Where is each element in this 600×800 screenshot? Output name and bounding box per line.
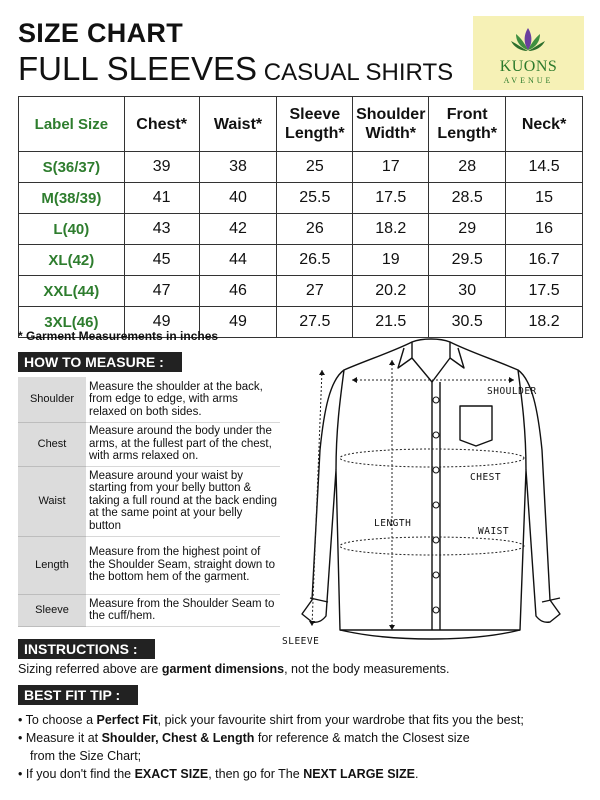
logo-brand: KUONS <box>499 58 558 75</box>
measure-row <box>18 422 280 466</box>
header-front-l2: Length* <box>437 125 497 142</box>
header-shoulder <box>353 97 429 152</box>
cell-waist: 42 <box>199 214 277 245</box>
cell-neck: 17.5 <box>506 276 583 307</box>
best-fit-tips <box>18 711 524 783</box>
shirt-collar <box>412 339 450 382</box>
measure-row <box>18 536 280 594</box>
cell-chest: 47 <box>124 276 199 307</box>
measure-key: Shoulder <box>18 377 86 422</box>
size-chart-table <box>18 96 583 338</box>
header-neck: Neck* <box>506 97 583 152</box>
cell-neck: 14.5 <box>506 152 583 183</box>
tip-text: Measure it at <box>25 731 102 745</box>
tip-bold: EXACT SIZE <box>134 767 209 781</box>
cell-sleeve: 26.5 <box>277 245 353 276</box>
table-row <box>19 152 583 183</box>
cell-waist: 40 <box>199 183 277 214</box>
cell-front: 30 <box>429 276 506 307</box>
label-waist: WAIST <box>478 526 510 537</box>
cell-neck: 16 <box>506 214 583 245</box>
cell-waist: 44 <box>199 245 277 276</box>
instructions-bold: garment dimensions <box>161 662 285 676</box>
table-row <box>19 276 583 307</box>
cell-chest: 49 <box>124 307 199 338</box>
cell-front: 29 <box>429 214 506 245</box>
header-sleeve-l1: Sleeve <box>289 106 341 123</box>
measure-row <box>18 466 280 536</box>
tip-bold: Shoulder, Chest & Length <box>101 731 255 745</box>
table-row <box>19 214 583 245</box>
brand-logo <box>473 16 584 90</box>
cell-neck: 18.2 <box>506 307 583 338</box>
cell-label: XXL(44) <box>19 276 125 307</box>
header-label-size: Label Size <box>19 97 125 152</box>
cell-waist: 38 <box>199 152 277 183</box>
label-length: LENGTH <box>374 518 412 529</box>
tip-bold: Perfect Fit <box>96 713 158 727</box>
table-row <box>19 245 583 276</box>
tip-text: , then go for The <box>208 767 304 781</box>
instructions-pre: Sizing referred above are <box>18 662 162 676</box>
best-fit-heading: BEST FIT TIP : <box>18 685 138 705</box>
measure-desc: Measure around your waist by starting from your belly button & taking a full round at the back ending at the same point at your belly button <box>86 466 280 536</box>
cell-neck: 15 <box>506 183 583 214</box>
label-chest: CHEST <box>470 472 502 483</box>
label-sleeve: SLEEVE <box>282 636 320 647</box>
measurement-note: * Garment Measurements in inches <box>18 329 219 343</box>
page-title: SIZE CHART <box>18 18 183 48</box>
cell-sleeve: 26 <box>277 214 353 245</box>
cell-chest: 41 <box>124 183 199 214</box>
how-to-measure-heading: HOW TO MEASURE : <box>18 352 182 372</box>
sleeve-measure-line <box>312 370 322 626</box>
cell-shoulder: 17 <box>353 152 429 183</box>
lotus-icon <box>510 24 546 58</box>
cell-label: S(36/37) <box>19 152 125 183</box>
instructions-text <box>18 662 449 676</box>
tip-text: If you don't find the <box>25 767 135 781</box>
cell-chest: 43 <box>124 214 199 245</box>
cell-front: 28 <box>429 152 506 183</box>
header-waist: Waist* <box>199 97 277 152</box>
measure-row <box>18 594 280 626</box>
cell-shoulder: 21.5 <box>353 307 429 338</box>
tip-item: • If you don't find the EXACT SIZE, then go for The NEXT LARGE SIZE. <box>18 767 419 781</box>
tip-text: for reference & match the Closest size <box>254 731 470 745</box>
cell-label: XL(42) <box>19 245 125 276</box>
cell-front: 30.5 <box>429 307 506 338</box>
cell-shoulder: 17.5 <box>353 183 429 214</box>
header-sleeve <box>277 97 353 152</box>
measure-key: Length <box>18 536 86 594</box>
header-shoulder-l1: Shoulder <box>356 106 426 123</box>
cell-front: 28.5 <box>429 183 506 214</box>
cell-front: 29.5 <box>429 245 506 276</box>
cell-chest: 45 <box>124 245 199 276</box>
tip-item-cont <box>18 747 524 765</box>
tip-item: • To choose a Perfect Fit, pick your favourite shirt from your wardrobe that fits you the best; <box>18 713 524 727</box>
cell-shoulder: 18.2 <box>353 214 429 245</box>
instructions-post: , not the body measurements. <box>284 662 450 676</box>
measure-desc: Measure from the Shoulder Seam to the cuff/hem. <box>86 594 280 626</box>
shirt-diagram <box>282 330 587 650</box>
table-row <box>19 183 583 214</box>
instructions-heading: INSTRUCTIONS : <box>18 639 155 659</box>
measure-row <box>18 377 280 422</box>
table-header-row <box>19 97 583 152</box>
measure-desc: Measure around the body under the arms, at the fullest part of the chest, with arms relaxed on. <box>86 422 280 466</box>
tip-text: . <box>415 767 419 781</box>
tip-text: , pick your favourite shirt from your wardrobe that fits you the best; <box>157 713 524 727</box>
cell-sleeve: 27 <box>277 276 353 307</box>
measure-desc: Measure the shoulder at the back, from edge to edge, with arms relaxed on both sides. <box>86 377 280 422</box>
cell-sleeve: 25.5 <box>277 183 353 214</box>
header-shoulder-l2: Width* <box>365 125 417 142</box>
measure-key: Sleeve <box>18 594 86 626</box>
subtitle-main: FULL SLEEVES <box>18 50 258 87</box>
header-chest: Chest* <box>124 97 199 152</box>
cell-waist: 46 <box>199 276 277 307</box>
header-front <box>429 97 506 152</box>
cell-label: M(38/39) <box>19 183 125 214</box>
cell-sleeve: 25 <box>277 152 353 183</box>
shirt-pocket <box>460 406 492 446</box>
cell-shoulder: 20.2 <box>353 276 429 307</box>
measure-key: Chest <box>18 422 86 466</box>
label-shoulder: SHOULDER <box>487 386 537 397</box>
page-subtitle <box>18 50 453 88</box>
measure-desc: Measure from the highest point of the Shoulder Seam, straight down to the bottom hem of the garment. <box>86 536 280 594</box>
cell-sleeve: 27.5 <box>277 307 353 338</box>
cell-label: 3XL(46) <box>19 307 125 338</box>
cell-label: L(40) <box>19 214 125 245</box>
tip-item: • Measure it at Shoulder, Chest & Length for reference & match the Closest size <box>18 731 470 745</box>
cell-waist: 49 <box>199 307 277 338</box>
measure-key: Waist <box>18 466 86 536</box>
cell-neck: 16.7 <box>506 245 583 276</box>
header-sleeve-l2: Length* <box>285 125 345 142</box>
tip-text: from the Size Chart; <box>30 749 142 763</box>
tip-text: To choose a <box>25 713 97 727</box>
how-to-measure-table <box>18 377 280 627</box>
cell-chest: 39 <box>124 152 199 183</box>
logo-sub: AVENUE <box>503 76 554 85</box>
tip-bold: NEXT LARGE SIZE <box>303 767 416 781</box>
subtitle-rest: CASUAL SHIRTS <box>257 59 454 86</box>
cell-shoulder: 19 <box>353 245 429 276</box>
header-front-l1: Front <box>446 106 488 123</box>
